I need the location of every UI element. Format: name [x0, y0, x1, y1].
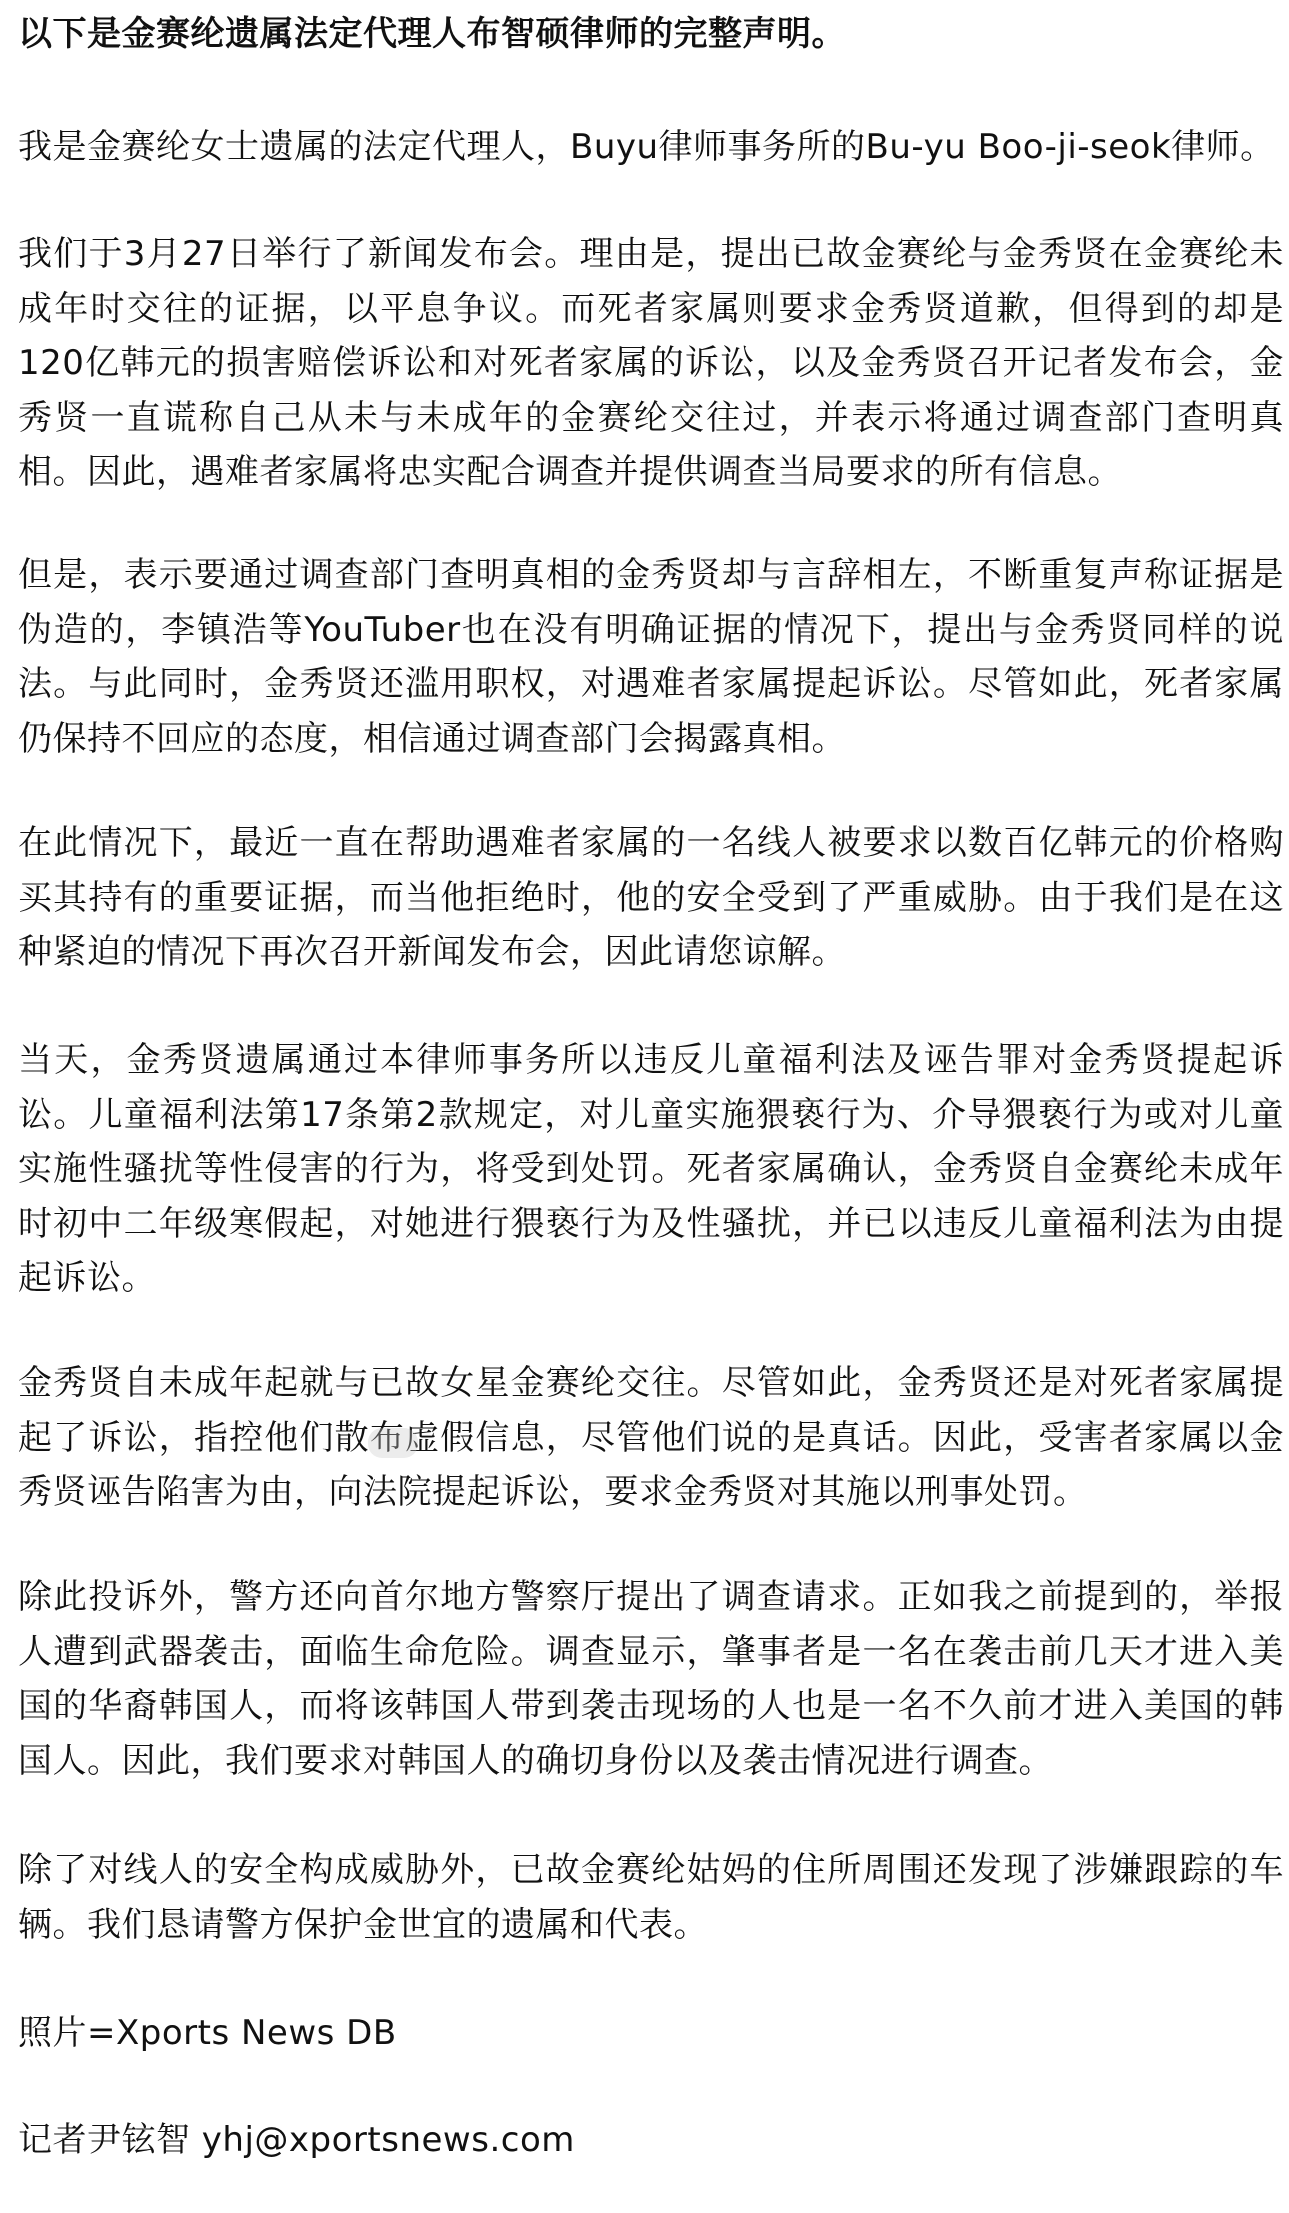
paragraph-contradiction: 但是，表示要通过调查部门查明真相的金秀贤却与言辞相左，不断重复声称证据是伪造的，李镇浩等YouTuber也在没有明确证据的情况下，提出与金秀贤同样的说法。与此同时，金秀贤还滥用职权，对遇难者家属提起诉讼。尽管如此，死者家属仍保持不回应的态度，相信通过调查部门会揭露真相。	[18, 555, 1284, 759]
byline: 记者尹铉智 yhj@xportsnews.com	[18, 2120, 575, 2160]
paragraph-false-accusation: 金秀贤自未成年起就与已故女星金赛纶交往。尽管如此，金秀贤还是对死者家属提起了诉讼，指控他们散布虚假信息，尽管他们说的是真话。因此，受害者家属以金秀贤诬告陷害为由，向法院提起诉讼，要求金秀贤对其施以刑事处罚。	[18, 1363, 1284, 1512]
paragraph-press-conference: 我们于3月27日举行了新闻发布会。理由是，提出已故金赛纶与金秀贤在金赛纶未成年时交往的证据，以平息争议。而死者家属则要求金秀贤道歉，但得到的却是120亿韩元的损害赔偿诉讼和对死者家属的诉讼，以及金秀贤召开记者发布会，金秀贤一直谎称自己从未与未成年的金赛纶交往过，并表示将通过调查部门查明真相。因此，遇难者家属将忠实配合调查并提供调查当局要求的所有信息。	[18, 234, 1284, 492]
watermark-blur	[368, 1428, 418, 1458]
paragraph-lawsuit: 当天，金秀贤遗属通过本律师事务所以违反儿童福利法及诬告罪对金秀贤提起诉讼。儿童福利法第17条第2款规定，对儿童实施猥亵行为、介导猥亵行为或对儿童实施性骚扰等性侵害的行为，将受到处罚。死者家属确认，金秀贤自金赛纶未成年时初中二年级寒假起，对她进行猥亵行为及性骚扰，并已以违反儿童福利法为由提起诉讼。	[18, 1040, 1284, 1298]
article-title: 以下是金赛纶遗属法定代理人布智硕律师的完整声明。	[18, 14, 846, 54]
photo-credit: 照片=Xports News DB	[18, 2013, 397, 2053]
paragraph-investigation: 除此投诉外，警方还向首尔地方警察厅提出了调查请求。正如我之前提到的，举报人遭到武器袭击，面临生命危险。调查显示，肇事者是一名在袭击前几天才进入美国的华裔韩国人，而将该韩国人带到袭击现场的人也是一名不久前才进入美国的韩国人。因此，我们要求对韩国人的确切身份以及袭击情况进行调查。	[18, 1577, 1284, 1781]
paragraph-intro: 我是金赛纶女士遗属的法定代理人，Buyu律师事务所的Bu-yu Boo-ji-seok律师。	[18, 127, 1275, 167]
article-body	[18, 0, 1284, 2160]
paragraph-informant: 在此情况下，最近一直在帮助遇难者家属的一名线人被要求以数百亿韩元的价格购买其持有的重要证据，而当他拒绝时，他的安全受到了严重威胁。由于我们是在这种紧迫的情况下再次召开新闻发布会，因此请您谅解。	[18, 823, 1284, 972]
paragraph-protection: 除了对线人的安全构成威胁外，已故金赛纶姑妈的住所周围还发现了涉嫌跟踪的车辆。我们恳请警方保护金世宜的遗属和代表。	[18, 1850, 1284, 1945]
